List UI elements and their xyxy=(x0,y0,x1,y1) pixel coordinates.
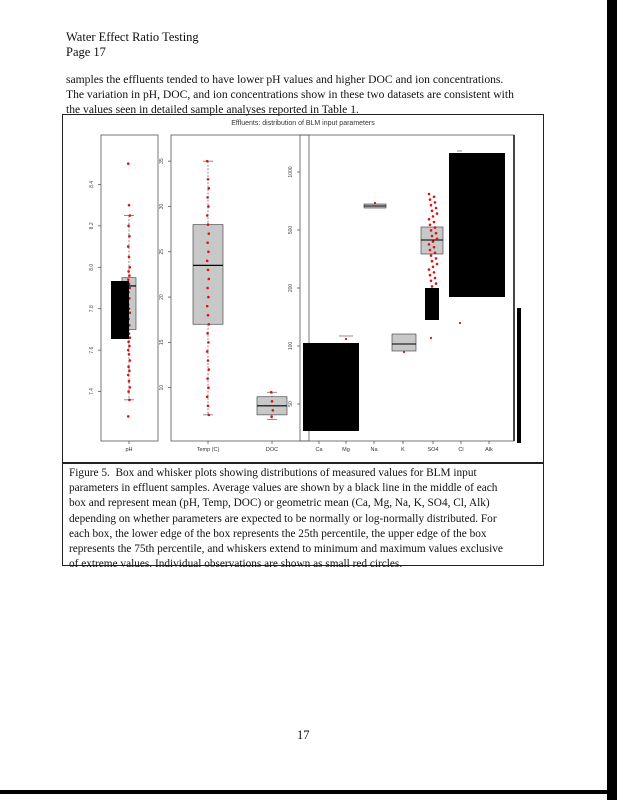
observation-point xyxy=(374,202,376,204)
observation-point xyxy=(129,359,132,362)
observation-point xyxy=(428,268,431,271)
observation-point xyxy=(432,266,435,269)
observation-point xyxy=(206,160,209,163)
y-tick-label: 8.4 xyxy=(89,180,95,188)
observation-point xyxy=(434,201,437,204)
x-tick-label: Mg xyxy=(342,447,350,453)
observation-point xyxy=(207,223,210,226)
observation-point xyxy=(206,395,209,398)
observation-point xyxy=(432,215,435,218)
observation-point xyxy=(432,240,435,243)
observation-point xyxy=(431,210,434,213)
caption-line: depending on whether parameters are expected to be normally or log-normally distributed. For xyxy=(69,512,497,525)
intro-paragraph xyxy=(66,72,536,117)
y-tick-label: 10 xyxy=(159,384,165,391)
observation-point xyxy=(208,187,211,190)
observation-point xyxy=(207,359,210,362)
y-tick-label: 500 xyxy=(288,225,294,235)
observation-point xyxy=(345,338,347,340)
observation-point xyxy=(206,214,209,217)
observation-point xyxy=(433,246,436,249)
observation-point xyxy=(435,232,438,235)
observation-point xyxy=(429,198,432,201)
observation-point xyxy=(128,399,131,402)
observation-point xyxy=(127,162,130,165)
caption-lead: Figure 5. xyxy=(69,467,110,479)
observation-point xyxy=(208,414,211,417)
observation-point xyxy=(127,374,130,377)
observation-point xyxy=(431,285,434,288)
observation-point xyxy=(208,232,211,235)
observation-point xyxy=(127,349,130,352)
observation-point xyxy=(433,196,436,199)
intro-line: the values seen in detailed sample analyses reported in Table 1. xyxy=(66,103,359,116)
observation-point xyxy=(272,409,275,412)
y-tick-label: 25 xyxy=(159,248,165,255)
observation-point xyxy=(435,282,438,285)
observation-point xyxy=(207,386,210,389)
y-tick-label: 8.0 xyxy=(89,263,95,271)
observation-point xyxy=(207,250,210,253)
observation-point xyxy=(431,260,434,263)
observation-point xyxy=(129,386,132,389)
observation-point xyxy=(428,218,431,221)
observation-point xyxy=(128,345,131,348)
observation-point xyxy=(127,225,130,228)
redaction-layer xyxy=(111,153,505,431)
y-tick-label: 20 xyxy=(159,294,165,300)
redaction-block xyxy=(303,343,359,431)
margin-mark xyxy=(517,308,521,443)
y-tick-label: 7.4 xyxy=(89,388,95,396)
caption-text: Box and whisker plots showing distributions of measured values for BLM input xyxy=(115,467,477,479)
observation-point xyxy=(128,274,131,277)
caption-line xyxy=(69,466,537,481)
figure-caption xyxy=(62,463,544,571)
observation-point xyxy=(129,214,132,217)
observation-point xyxy=(127,278,130,281)
caption-line: parameters in effluent samples. Average values are shown by a black line in the middle of each xyxy=(69,482,498,495)
observation-point xyxy=(206,305,209,308)
boxplot-figure xyxy=(63,115,543,462)
observation-point xyxy=(436,238,439,241)
observation-point xyxy=(207,178,210,181)
running-header-title: Water Effect Ratio Testing xyxy=(66,30,199,44)
y-tick-label: 1000 xyxy=(288,166,294,178)
x-tick-label: pH xyxy=(125,447,133,453)
observation-point xyxy=(207,269,210,272)
observation-point xyxy=(206,241,209,244)
observation-point xyxy=(208,278,211,281)
observation-point xyxy=(127,415,130,418)
observation-point xyxy=(434,226,437,229)
observation-point xyxy=(127,245,130,248)
x-tick-label: K xyxy=(401,447,405,453)
observation-point xyxy=(206,196,209,199)
observation-point xyxy=(128,235,131,238)
observation-point xyxy=(430,280,433,283)
observation-point xyxy=(206,260,209,263)
observation-point xyxy=(128,380,131,383)
observation-point xyxy=(207,205,210,208)
observation-point xyxy=(206,332,209,335)
observation-point xyxy=(128,204,131,207)
caption-line: of extreme values. Individual observations are shown as small red circles. xyxy=(69,558,403,571)
observation-point xyxy=(430,204,433,207)
caption-line: box and represent mean (pH, Temp, DOC) or geometric mean (Ca, Mg, Na, K, SO4, Cl, Alk) xyxy=(69,497,490,510)
y-tick-label: 7.6 xyxy=(89,346,95,354)
running-header-page: Page 17 xyxy=(66,45,106,59)
observation-point xyxy=(128,353,131,356)
observation-point xyxy=(434,252,437,255)
observation-point xyxy=(208,323,211,326)
observation-point xyxy=(206,377,209,380)
observation-point xyxy=(430,254,433,257)
y-tick-label: 30 xyxy=(159,203,165,210)
observation-point xyxy=(430,337,432,339)
box-tempc xyxy=(193,225,223,325)
observation-point xyxy=(270,391,273,394)
observation-point xyxy=(429,224,432,227)
intro-line: samples the effluents tended to have lower pH values and higher DOC and ion concentrations. xyxy=(66,73,504,86)
observation-point xyxy=(430,229,433,232)
observation-point xyxy=(208,368,211,371)
observation-point xyxy=(435,257,438,260)
observation-point xyxy=(206,287,209,290)
scan-bottom-line xyxy=(0,790,617,794)
y-tick-label: 200 xyxy=(288,283,294,293)
right-rule xyxy=(513,135,515,441)
observation-point xyxy=(459,322,461,324)
observation-point xyxy=(207,341,210,344)
redaction-block xyxy=(449,153,505,297)
redaction-block xyxy=(111,281,129,339)
x-tick-label: SO4 xyxy=(427,447,439,453)
observation-point xyxy=(128,370,131,373)
observation-point xyxy=(207,405,210,408)
observation-point xyxy=(434,277,437,280)
y-tick-label: 100 xyxy=(288,341,294,351)
chart-title: Effluents: distribution of BLM input parameters xyxy=(231,120,375,127)
x-tick-label: Alk xyxy=(485,447,493,453)
observation-point xyxy=(428,243,431,246)
observation-point xyxy=(127,270,130,273)
observation-point xyxy=(429,274,432,277)
observation-point xyxy=(127,365,130,368)
intro-line: The variation in pH, DOC, and ion concentrations show in these two datasets are consistent with xyxy=(66,88,514,101)
x-tick-label: DOC xyxy=(265,447,279,453)
observation-point xyxy=(403,351,405,353)
observation-point xyxy=(270,415,273,418)
observation-point xyxy=(435,207,438,210)
observation-point xyxy=(128,256,131,259)
caption-line: each box, the lower edge of the box represents the 25th percentile, the upper edge of the box xyxy=(69,527,487,540)
x-tick-label: Temp (C) xyxy=(196,447,220,453)
y-tick-label: 7.8 xyxy=(89,305,95,313)
y-tick-label: 50 xyxy=(288,401,294,407)
observation-point xyxy=(436,263,439,266)
observation-point xyxy=(127,341,130,344)
observation-point xyxy=(127,390,130,393)
figure-frame xyxy=(62,114,544,463)
observation-point xyxy=(428,193,431,196)
y-tick-label: 35 xyxy=(159,158,165,164)
x-tick-label: Cl xyxy=(458,447,464,453)
observation-point xyxy=(431,235,434,238)
page-number: 17 xyxy=(297,728,310,742)
y-tick-label: 15 xyxy=(159,339,165,346)
observation-point xyxy=(429,249,432,252)
x-tick-label: Na xyxy=(370,447,378,453)
observation-point xyxy=(433,221,436,224)
redaction-block xyxy=(425,288,439,320)
box-k xyxy=(392,334,416,351)
observation-point xyxy=(206,350,209,353)
caption-line: represents the 75th percentile, and whiskers extend to minimum and maximum values exclusive xyxy=(69,543,503,556)
observation-point xyxy=(207,314,210,317)
observation-point xyxy=(207,296,210,299)
x-tick-label: Ca xyxy=(315,447,323,453)
observation-point xyxy=(271,400,274,403)
observation-point xyxy=(436,212,439,215)
y-tick-label: 8.2 xyxy=(89,222,95,230)
observation-point xyxy=(433,271,436,274)
observation-point xyxy=(129,266,132,269)
scan-edge-bar xyxy=(607,0,617,800)
